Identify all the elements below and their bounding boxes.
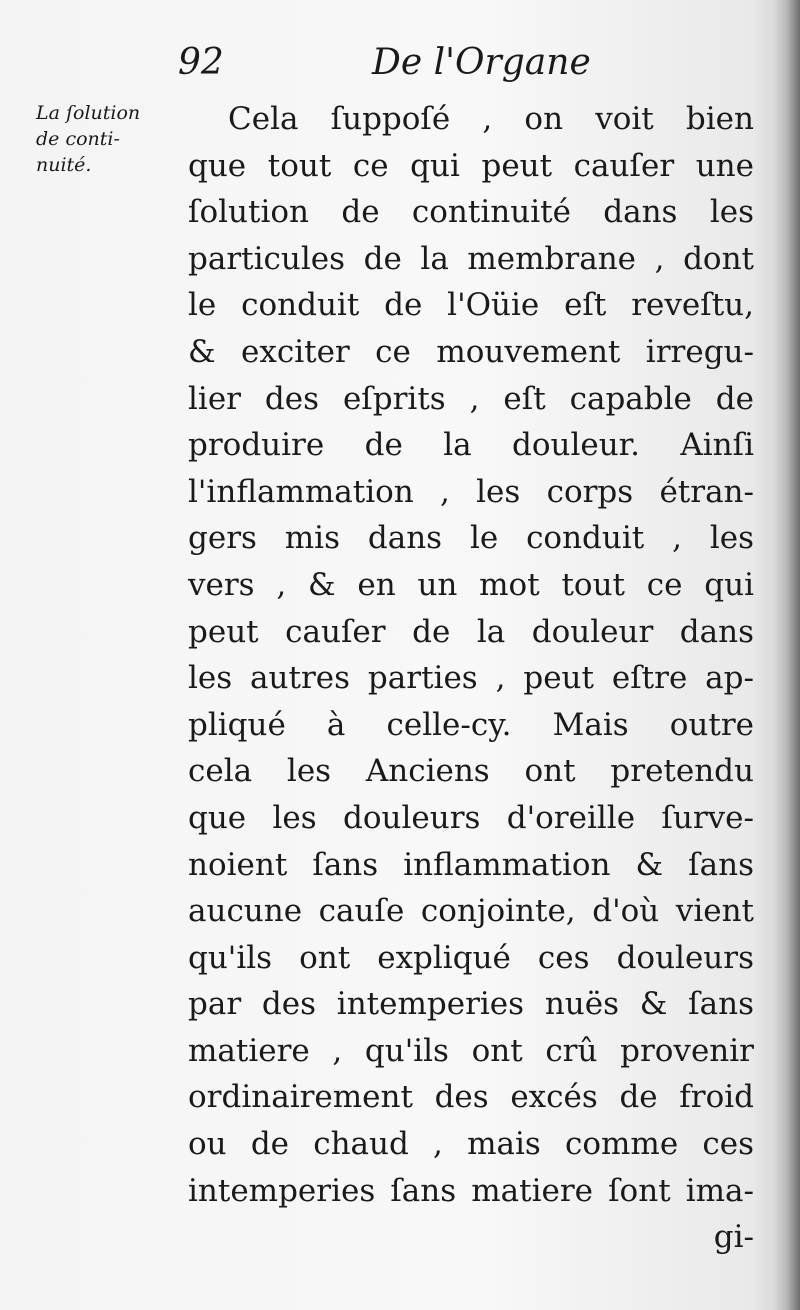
text-line: par des intemperies nuës & ſans xyxy=(188,986,754,1023)
text-line: noient ſans inflammation & ſans xyxy=(188,846,754,883)
text-line: que les douleurs d'oreille ſurve- xyxy=(188,799,754,836)
text-line: ou de chaud , mais comme ces xyxy=(188,1126,754,1163)
text-line: particules de la membrane , dont xyxy=(188,240,754,277)
page-spine-shadow xyxy=(774,0,800,1310)
text-line: produire de la douleur. Ainſi xyxy=(188,427,754,464)
text-line: peut cauſer de la douleur dans xyxy=(188,613,754,650)
text-line: les autres parties , peut eſtre ap- xyxy=(188,660,754,697)
text-line: lier des eſprits , eſt capable de xyxy=(188,380,754,417)
text-line: ſolution de continuité dans les xyxy=(188,194,754,231)
running-header xyxy=(0,38,800,98)
text-line: & exciter ce mouvement irregu- xyxy=(188,333,754,370)
text-line: qu'ils ont expliqué ces douleurs xyxy=(188,939,754,976)
page-number: 92 xyxy=(178,42,224,83)
text-line: vers , & en un mot tout ce qui xyxy=(188,566,754,603)
text-line: Cela ſuppoſé , on voit bien xyxy=(228,101,754,137)
marginal-note: La ſolution de conti- nuité. xyxy=(36,102,141,176)
text-line: le conduit de l'Oüie eſt reveſtu, xyxy=(188,287,754,324)
text-line: aucune cauſe conjointe, d'où vient xyxy=(188,893,754,930)
text-line: l'inflammation , les corps étran- xyxy=(188,473,754,510)
catchword: gi- xyxy=(713,1219,754,1256)
text-line: que tout ce qui peut cauſer une xyxy=(188,147,754,184)
text-line: matiere , qu'ils ont crû provenir xyxy=(188,1032,754,1069)
text-line: cela les Anciens ont pretendu xyxy=(188,753,754,790)
body-text xyxy=(188,96,754,1261)
text-line: ordinairement des excés de froid xyxy=(188,1079,754,1116)
text-line: pliqué à celle-cy. Mais outre xyxy=(188,706,754,743)
running-title: De l'Organe xyxy=(372,42,591,83)
text-line: intemperies ſans matiere ſont ima- xyxy=(188,1172,754,1209)
text-line: gers mis dans le conduit , les xyxy=(188,520,754,557)
